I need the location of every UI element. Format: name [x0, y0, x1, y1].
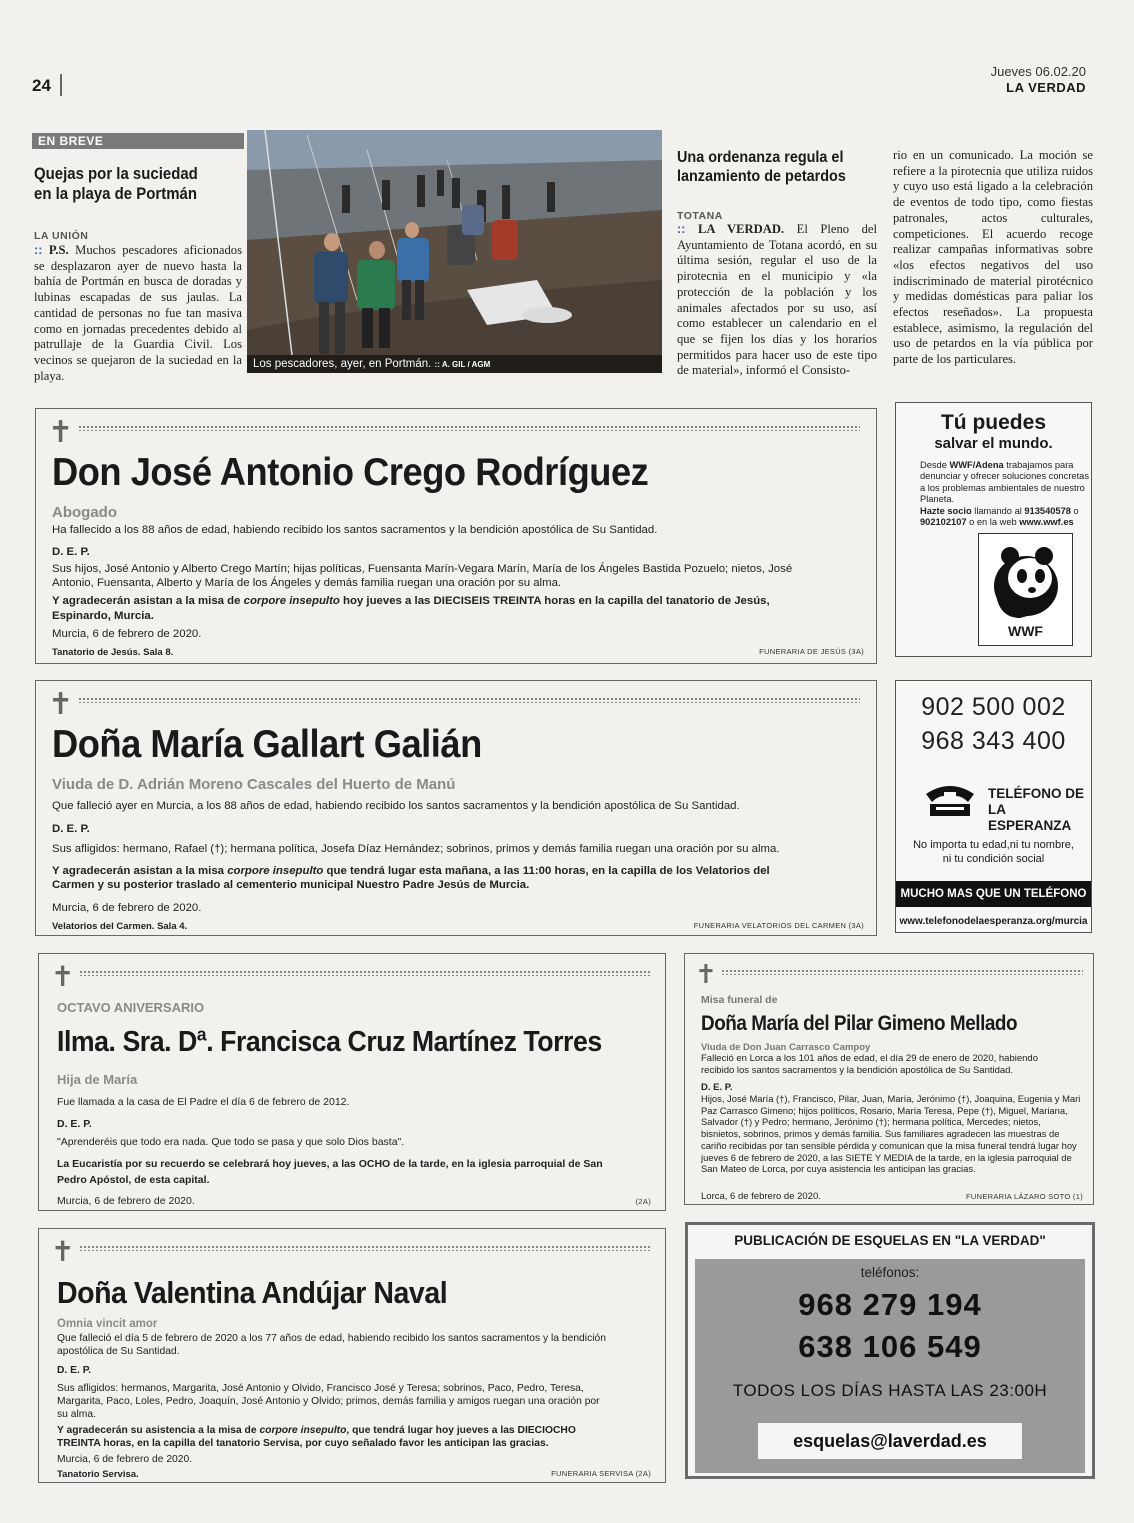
dotted-rule	[79, 970, 651, 976]
ad-tagline	[896, 838, 1091, 866]
obit-text: Pedro Apóstol, de esta capital.	[57, 1174, 210, 1186]
article-headline	[677, 148, 857, 186]
page-number: 24	[32, 76, 51, 95]
obit-text: Y agradecerán asistan a la misa de	[52, 595, 244, 607]
cross-icon: ✝	[48, 687, 74, 722]
obit-text: Carmen y su posterior traslado al cementerio municipal Nuestro Padre Jesús de Murcia.	[52, 879, 530, 891]
obit-text: Sus afligidos: hermano, Rafael (†); hermana política, Josefa Díaz Hernández; sobrinos, primos y demás familia ruegan una oración por su alma.	[52, 843, 780, 855]
ad-subtitle: salvar el mundo.	[934, 435, 1053, 452]
headline-line: en la playa de Portmán	[34, 184, 197, 203]
obit-date: Murcia, 6 de febrero de 2020.	[57, 1195, 195, 1207]
deceased-name: Doña María del Pilar Gimeno Mellado	[701, 1012, 1018, 1035]
photo-caption	[247, 355, 662, 373]
obit-text: su alma.	[57, 1409, 96, 1420]
obit-place: Tanatorio Servisa.	[57, 1469, 139, 1480]
obit-text: recibido los santos sacramentos y la bendición apostólica de Su Santidad.	[701, 1065, 1014, 1076]
dep-label: D. E. P.	[52, 823, 90, 835]
obit-text: que tendrá lugar esta mañana, a las 11:00 horas, en la capilla de los Velatorios del	[323, 865, 770, 877]
fishermen-illustration	[247, 130, 662, 373]
photo-credit: :: A. GIL / AGM	[434, 360, 491, 369]
article-body	[34, 243, 242, 384]
obit-text: Sus afligidos: hermanos, Margarita, José Antonio y Olvido, Francisco José y Teresa; sobrinos, Paco, Pedro, Teresa,	[57, 1383, 584, 1394]
dotted-rule	[78, 425, 860, 431]
obit-date: Murcia, 6 de febrero de 2020.	[52, 628, 202, 640]
news-photo	[247, 130, 662, 373]
obit-text: , que tendrá lugar hoy jueves a las DIECIOCHO	[346, 1425, 576, 1436]
funeral-home: FUNERARIA DE JESÚS (3A)	[759, 647, 864, 656]
headline-line: Una ordenanza regula el	[677, 149, 844, 166]
ad-title: PUBLICACIÓN DE ESQUELAS EN "LA VERDAD"	[734, 1233, 1046, 1248]
obit-text: apostólica de Su Santidad.	[57, 1346, 180, 1357]
article-location: LA UNIÓN	[34, 230, 89, 242]
obit-text: Antonio, Fuensanta, Alberto y María de los Ángeles y demás familia ruegan una oración por su alma.	[52, 577, 562, 589]
deceased-name: Don José Antonio Crego Rodríguez	[52, 451, 649, 494]
obit-text: Falleció en Lorca a los 101 años de edad, el día 29 de enero de 2020, habiendo	[701, 1053, 1038, 1064]
obit-date: Murcia, 6 de febrero de 2020.	[52, 902, 202, 914]
ad-text: Hazte socio	[920, 505, 972, 516]
funeral-home: FUNERARIA VELATORIOS DEL CARMEN (3A)	[693, 921, 864, 930]
article-text: El Pleno del Ayuntamiento de Totana acordó, en su última sesión, regular el uso de la pirotecnia en el municipio y «la protección de la población y los animales afectados por su uso, así como establecer un calendario en el que se fijen los días y los horarios permitidos para hacer uso de este tipo de material», informó el Consisto-	[677, 222, 877, 378]
dotted-rule	[721, 969, 1083, 975]
phones-label: teléfonos:	[860, 1265, 920, 1280]
section-tag: EN BREVE	[32, 133, 244, 149]
obit-date: Lorca, 6 de febrero de 2020.	[701, 1191, 821, 1202]
obit-text: Sus hijos, José Antonio y Alberto Crego Martín; hijas políticas, Fuensanta Marín-Vegara Marín, María de los Ángeles Bastida Pozuelo; nietos, José	[52, 563, 793, 575]
funeral-home: (2A)	[635, 1197, 651, 1206]
funeral-home: FUNERARIA LÁZARO SOTO (1)	[966, 1192, 1083, 1201]
panda-icon	[980, 540, 1072, 620]
obit-quote: "Aprenderéis que todo era nada. Que todo se pasa y que solo Dios basta".	[57, 1136, 405, 1148]
ad-text: llamando al	[971, 505, 1025, 516]
obit-text: TREINTA horas, en la capilla del tanatorio Servisa, por cuyo señalado favor les anticipan las gracias.	[57, 1438, 549, 1449]
wwf-ad	[895, 402, 1092, 657]
bullet-icon: ::	[34, 243, 43, 257]
obit-text-italic: corpore insepulto	[227, 865, 324, 877]
deceased-title: Omnia vincit amor	[57, 1318, 158, 1330]
dep-label: D. E. P.	[52, 546, 90, 558]
ad-url[interactable]: www.telefonodelaesperanza.org/murcia	[899, 916, 1088, 927]
wwf-logo	[978, 533, 1073, 646]
obituary-andujar	[38, 1228, 666, 1483]
article-body-col2: rio en un comunicado. La moción se refiere a la pirotecnia que utiliza ruidos y cuyo uso está ligado a la celebración de eventos de todo tipo, como fiestas patronales, actos culturales, competiciones. El acuerdo recoge realizar campañas informativas sobre «los efectos negativos del uso indiscriminado de material pirotécnico y medidas domésticas para paliar los efectos reseñados». La propuesta establece, asimismo, la regulación del uso de petardos en la vía pública por parte de los particulares.	[893, 148, 1093, 367]
ad-link[interactable]: www.wwf.es	[1019, 517, 1074, 528]
obit-text: Espinardo, Murcia.	[52, 610, 154, 622]
obit-text: Que falleció el día 5 de febrero de 2020 a los 77 años de edad, habiendo recibido los santos sacramentos y la bendición	[57, 1333, 606, 1344]
phone-handset-icon	[922, 780, 978, 820]
brand-name	[988, 786, 1091, 834]
article-text: Muchos pescadores aficionados se desplazaron ayer de nuevo hasta la bahía de Portmán en busca de doradas y lubinas escapadas de sus jaulas. La cantidad de personas no fue tan masiva como en jornadas precedentes debido al patrullaje de la Guardia Civil. Los vecinos se quejaron de la suciedad en la playa.	[34, 243, 242, 383]
dep-label: D. E. P.	[701, 1082, 733, 1093]
deceased-title: Viuda de D. Adrián Moreno Cascales del Huerto de Manú	[52, 776, 456, 793]
ad-text: 913540578	[1024, 505, 1071, 516]
headline-line: Quejas por la suciedad	[34, 164, 198, 183]
obit-text: Que falleció ayer en Murcia, a los 88 años de edad, habiendo recibido los santos sacramentos y la bendición apostólica de Su Santidad.	[52, 800, 740, 812]
obit-body: Hijos, José María (†), Francisco, Pilar, Juan, María, Jerónimo (†), Joaquina, Eugenia y Mari Paz Carrasco Gimeno; hijos políticos, Rosario, María Teresa, Pepe (†), Miguel, Mariana, Salvador (†) y Pedro; hermano, Jerónimo (†); hermana política, Mercedes; nietos, bisnietos, sobrinos, primos y demás familia. Sus familiares agradecen las muestras de cariño recibidas por tan sensible pérdida y comunican que la misa funeral tendrá lugar hoy jueves 6 de febrero de 2020, a las SIETE Y MEDIA de la tarde, en la iglesia parroquial de San Mateo de Lorca, por cuya asistencia les anticipan las gracias.	[701, 1093, 1081, 1175]
obit-pretitle: OCTAVO ANIVERSARIO	[57, 1000, 205, 1015]
issue-date: Jueves 06.02.20	[990, 64, 1086, 79]
article-headline	[34, 164, 219, 204]
ad-text: o	[1070, 505, 1079, 516]
phone-number[interactable]: 968 343 400	[921, 727, 1066, 755]
obit-text: hoy jueves a las DIECISEIS TREINTA horas en la capilla del tanatorio de Jesús,	[339, 595, 770, 607]
cross-icon: ✝	[695, 960, 717, 990]
obit-text: Y agradecerán su asistencia a la misa de	[57, 1425, 260, 1436]
phone-number[interactable]: 638 106 549	[798, 1329, 982, 1364]
obit-pretitle: Misa funeral de	[701, 994, 778, 1006]
obit-text-italic: corpore insepulto	[243, 595, 340, 607]
cross-icon: ✝	[48, 415, 74, 450]
obituary-crego	[35, 408, 877, 664]
deceased-title: Abogado	[52, 504, 117, 521]
ad-text: WWF/Adena	[949, 460, 1004, 470]
email-link[interactable]: esquelas@laverdad.es	[758, 1423, 1022, 1459]
obit-text: Y agradecerán asistan a la misa	[52, 865, 228, 877]
dotted-rule	[79, 1245, 651, 1251]
obituary-cruz	[38, 953, 666, 1211]
obit-text-italic: corpore insepulto	[259, 1425, 347, 1436]
obit-mass-info	[52, 594, 770, 609]
brand-line: TELÉFONO DE	[988, 786, 1085, 801]
obit-text: Ha fallecido a los 88 años de edad, habiendo recibido los santos sacramentos y la bendición apostólica de Su Santidad.	[52, 524, 658, 536]
article-author: LA VERDAD.	[697, 222, 785, 236]
obit-text: Margarita, Paco, Loles, Pedro, Joaquín, José Antonio y Olvido; primos, demás familia y amigos ruegan una oración por	[57, 1396, 600, 1407]
headline-line: lanzamiento de petardos	[677, 168, 846, 185]
ad-text: Desde	[920, 460, 950, 470]
article-author: P.S.	[48, 243, 69, 257]
cross-icon: ✝	[51, 1235, 75, 1268]
ad-text: trabajamos para denunciar y ofrecer soluciones concretas a los problemas ambientales de nuestro Planeta.	[920, 460, 1089, 505]
photo-caption-text: Los pescadores, ayer, en Portmán.	[253, 358, 432, 370]
obituary-gimeno	[684, 953, 1094, 1205]
ad-text: 902102107	[920, 517, 967, 528]
deceased-title: Viuda de Don Juan Carrasco Campoy	[701, 1042, 871, 1053]
dep-label: D. E. P.	[57, 1118, 92, 1130]
ad-hours: TODOS LOS DÍAS HASTA LAS 23:00H	[732, 1381, 1048, 1400]
esquelas-ad	[685, 1222, 1095, 1479]
phone-number[interactable]: 902 500 002	[921, 693, 1066, 721]
telefono-esperanza-ad	[895, 680, 1092, 933]
obit-date: Murcia, 6 de febrero de 2020.	[57, 1454, 193, 1465]
dep-label: D. E. P.	[57, 1365, 92, 1376]
ad-title: Tú puedes	[940, 411, 1046, 434]
phone-number[interactable]: 968 279 194	[798, 1287, 982, 1322]
ad-body	[920, 460, 1090, 528]
funeral-home: FUNERARIA SERVISA (2A)	[551, 1469, 651, 1478]
cross-icon: ✝	[51, 960, 75, 993]
newspaper-name: LA VERDAD	[1006, 80, 1086, 95]
header-divider	[60, 74, 62, 96]
article-location: TOTANA	[677, 210, 723, 222]
obituary-gallart	[35, 680, 877, 936]
article-body-col1	[677, 222, 877, 379]
bullet-icon: ::	[677, 222, 686, 236]
dotted-rule	[78, 697, 860, 703]
obit-mass-info	[52, 864, 770, 879]
wwf-logo-text: WWF	[1008, 623, 1043, 639]
obit-place: Velatorios del Carmen. Sala 4.	[52, 921, 188, 932]
obit-text: Fue llamada a la casa de El Padre el día 6 de febrero de 2012.	[57, 1096, 350, 1108]
deceased-title: Hija de María	[57, 1072, 138, 1087]
ad-banner: MUCHO MAS QUE UN TELÉFONO	[896, 881, 1091, 907]
ad-text: o en la web	[966, 517, 1020, 528]
deceased-name: Doña María Gallart Galián	[52, 723, 482, 766]
tagline-line: ni tu condición social	[942, 853, 1045, 865]
deceased-name: Ilma. Sra. Dª. Francisca Cruz Martínez Torres	[57, 1026, 602, 1058]
obit-place: Tanatorio de Jesús. Sala 8.	[52, 647, 174, 658]
ad-contact-panel	[695, 1259, 1085, 1473]
deceased-name: Doña Valentina Andújar Naval	[57, 1275, 448, 1310]
tagline-line: No importa tu edad,ni tu nombre,	[913, 839, 1074, 851]
brand-line: LA ESPERANZA	[988, 802, 1072, 833]
obit-mass-info: La Eucaristía por su recuerdo se celebrará hoy jueves, a las OCHO de la tarde, en la iglesia parroquial de San	[57, 1158, 603, 1170]
